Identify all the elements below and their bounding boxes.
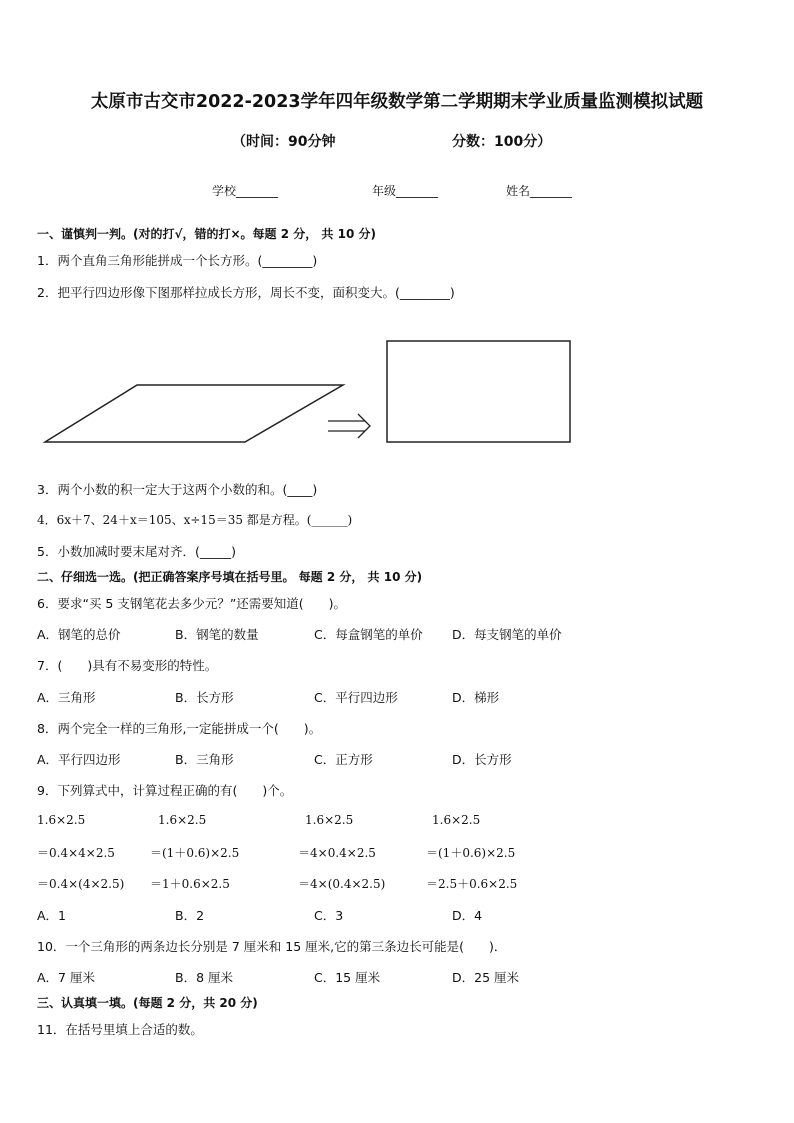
q9-expression-4-line-3: ＝2.5＋0.6×2.5: [426, 877, 518, 891]
q9-expression-3-line-3: ＝4×(0.4×2.5): [298, 877, 386, 891]
question-7: 7．( )具有不易变形的特性。: [37, 658, 218, 673]
q9-option-c: C．3: [314, 908, 344, 923]
q9-expression-2-line-1: 1.6×2.5: [158, 813, 207, 827]
q9-option-b: B．2: [175, 908, 205, 923]
exam-score: 分数：100分）: [452, 134, 552, 150]
q9-expression-3-line-1: 1.6×2.5: [305, 813, 354, 827]
question-8: 8．两个完全一样的三角形,一定能拼成一个( )。: [37, 721, 322, 736]
q10-option-a: A．7 厘米: [37, 970, 95, 985]
q8-option-a: A．平行四边形: [37, 752, 121, 767]
question-6: 6．要求“买 5 支钢笔花去多少元？”还需要知道( )。: [37, 596, 347, 611]
q6-option-b: B．钢笔的数量: [175, 627, 259, 642]
question-4: 4．6x＋7、24＋x＝105、x÷15＝35 都是方程。(______): [37, 513, 353, 527]
q9-expression-1-line-1: 1.6×2.5: [37, 813, 86, 827]
q7-option-b: B．长方形: [175, 690, 234, 705]
q8-option-c: C．正方形: [314, 752, 373, 767]
q10-option-d: D．25 厘米: [452, 970, 520, 985]
q10-option-c: C．15 厘米: [314, 970, 381, 985]
question-3: 3．两个小数的积一定大于这两个小数的和。(____): [37, 482, 318, 497]
exam-time: （时间：90分钟: [232, 134, 336, 150]
q9-expression-4-line-2: ＝(1＋0.6)×2.5: [426, 846, 516, 860]
q7-option-a: A．三角形: [37, 690, 96, 705]
question-11: 11．在括号里填上合适的数。: [37, 1022, 203, 1037]
question-2: 2．把平行四边形像下图那样拉成长方形，周长不变，面积变大。(________): [37, 285, 455, 300]
q9-option-a: A．1: [37, 908, 67, 923]
section-1-heading: 一、谨慎判一判。(对的打√，错的打×。每题 2 分， 共 10 分): [37, 227, 376, 241]
school-field: 学校_______: [212, 184, 279, 198]
q9-expression-2-line-3: ＝1＋0.6×2.5: [150, 877, 230, 891]
q8-option-d: D．长方形: [452, 752, 512, 767]
q9-option-d: D．4: [452, 908, 483, 923]
q9-expression-1-line-2: ＝0.4×4×2.5: [37, 846, 115, 860]
q6-option-c: C．每盒钢笔的单价: [314, 627, 423, 642]
question-10: 10．一个三角形的两条边长分别是 7 厘米和 15 厘米,它的第三条边长可能是( )．: [37, 939, 507, 954]
name-field: 姓名_______: [506, 184, 573, 198]
q9-expression-4-line-1: 1.6×2.5: [432, 813, 481, 827]
q8-option-b: B．三角形: [175, 752, 234, 767]
rectangle-shape: [387, 341, 570, 442]
q7-option-d: D．梯形: [452, 690, 500, 705]
q6-option-a: A．钢笔的总价: [37, 627, 121, 642]
q7-option-c: C．平行四边形: [314, 690, 398, 705]
question-5: 5．小数加减时要末尾对齐．(_____): [37, 544, 236, 559]
q9-expression-2-line-2: ＝(1＋0.6)×2.5: [150, 846, 240, 860]
grade-field: 年级_______: [372, 184, 439, 198]
section-2-heading: 二、仔细选一选。(把正确答案序号填在括号里。 每题 2 分， 共 10 分): [37, 570, 423, 584]
section-3-heading: 三、认真填一填。(每题 2 分，共 20 分): [37, 996, 258, 1010]
parallelogram-shape: [45, 385, 343, 442]
q9-expression-3-line-2: ＝4×0.4×2.5: [298, 846, 376, 860]
q10-option-b: B．8 厘米: [175, 970, 234, 985]
question-1: 1．两个直角三角形能拼成一个长方形。(________): [37, 253, 318, 268]
page-title: 太原市古交市2022-2023学年四年级数学第二学期期末学业质量监测模拟试题: [90, 92, 704, 112]
q6-option-d: D．每支钢笔的单价: [452, 627, 562, 642]
parallelogram-to-rectangle-figure: [0, 0, 794, 470]
q9-expression-1-line-3: ＝0.4×(4×2.5): [37, 877, 125, 891]
question-9: 9．下列算式中，计算过程正确的有( )个。: [37, 783, 293, 798]
double-arrow-icon: [328, 414, 370, 438]
